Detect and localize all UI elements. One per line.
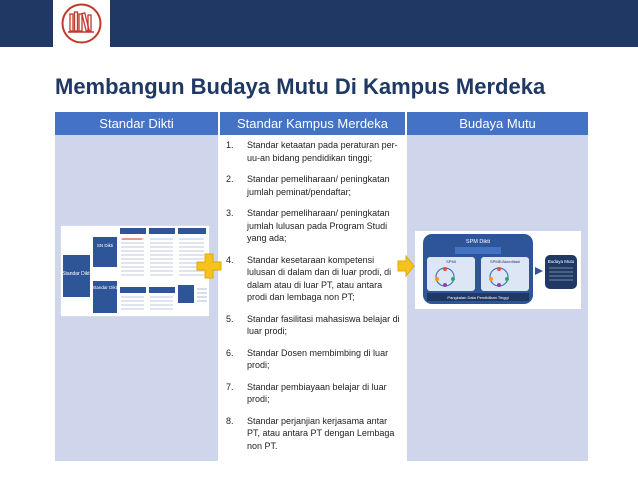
spm-right-panel: SPME/Akreditasi	[489, 259, 521, 264]
list-item: 2. Standar pemeliharaan/ peningkatan jumlah peminat/pendaftar;	[226, 174, 390, 197]
list-item: 4. Standar kesetaraan kompetensi lulusan di dalam dan di luar prodi, di dalam atau di luar PT, atau antara prodi dan lembaga non PT;	[226, 254, 392, 302]
dikti-bottom-box: Standar Dikti	[92, 285, 118, 290]
list-item: 5. Standar fasilitasi mahasiswa belajar di luar prodi;	[226, 313, 400, 336]
page-title: Membangun Budaya Mutu Di Kampus Merdeka	[55, 74, 546, 99]
standards-table	[55, 112, 588, 461]
column-header-budaya-mutu: Budaya Mutu	[406, 112, 588, 135]
spm-title: SPM Dikti	[465, 239, 491, 245]
spm-side-box: Budaya Mutu	[547, 259, 575, 264]
plus-arrow-icon	[196, 253, 222, 279]
standar-kampus-merdeka-cell	[219, 135, 406, 461]
list-item: 6. Standar Dosen membimbing di luar prodi;	[226, 347, 389, 370]
spm-left-panel: SPMI	[446, 259, 456, 264]
list-item: 3. Standar pemeliharaan/ peningkatan jumlah lulusan pada Program Studi yang ada;	[226, 208, 390, 243]
column-header-standar-dikti: Standar Dikti	[55, 112, 219, 135]
standar-dikti-cell	[55, 135, 219, 461]
list-item: 1. Standar ketaatan pada peraturan per-uu-an bidang pendidikan tinggi;	[226, 140, 398, 163]
logo	[53, 0, 110, 47]
column-header-standar-kampus-merdeka: Standar Kampus Merdeka	[219, 112, 406, 135]
right-arrow-icon	[397, 255, 415, 277]
spm-dikti-diagram	[415, 231, 581, 309]
standar-dikti-diagram	[60, 225, 210, 317]
spm-footer: Pangkalan Data Pendidikan Tinggi	[447, 295, 509, 300]
dikti-main-label: Standar Dikti	[62, 271, 91, 277]
dikti-top-box: SN Dikti	[96, 243, 114, 248]
budaya-mutu-cell	[406, 135, 588, 461]
standards-list	[220, 139, 405, 452]
book-stack-logo-icon	[57, 2, 106, 45]
list-item: 7. Standar pembiayaan belajar di luar prodi;	[226, 381, 387, 404]
list-item: 8. Standar perjanjian kerjasama antar PT, atau antara PT dengan Lembaga non PT.	[226, 415, 395, 451]
